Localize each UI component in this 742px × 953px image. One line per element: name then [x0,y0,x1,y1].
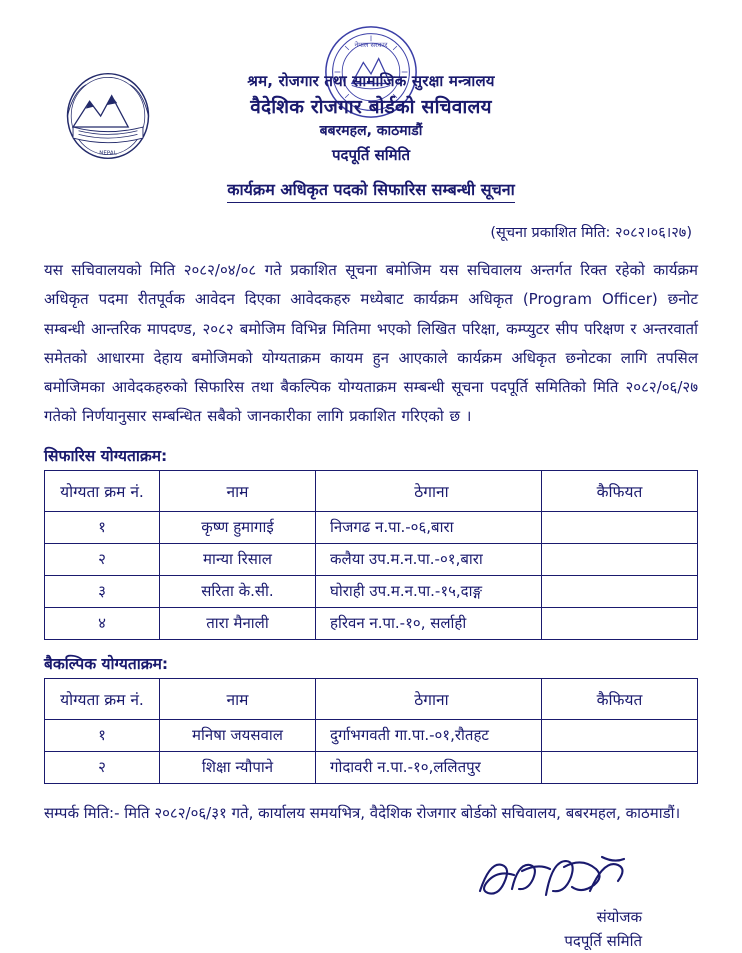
publish-date: (सूचना प्रकाशित मिति: २०८२।०६।२७) [490,225,692,241]
notice-paragraph: यस सचिवालयको मिति २०८२/०४/०८ गते प्रकाशित सूचना बमोजिम यस सचिवालय अन्तर्गत रिक्त रहेको कार्यक्रम अधिकृत पदमा रीतपूर्वक आवेदन दिएका आवेदकहरु मध्येबाट कार्यक्रम अधिकृत (Program Officer) छनोट सम्बन्धी आन्तरिक मापदण्ड, २०८२ बमोजिम विभिन्न मितिमा भएको लिखित परिक्षा, कम्प्युटर सीप परिक्षण र अन्तरवार्ता समेतको आधारमा देहाय बमोजिमको योग्यताक्रम कायम हुन आएकाले कार्यक्रम अधिकृत छनोटका लागि तपसिल बमोजिमका आवेदकहरुको सिफारिस तथा बैकल्पिक योग्यताक्रम सम्बन्धी सूचना पदपूर्ति समितिको मिति २०८२/०६/२७ गतेको निर्णयानुसार सम्बन्धित सबैको जानकारीका लागि प्रकाशित गरिएको छ । [44,261,698,426]
table-row [45,719,698,751]
alternate-candidates-table [44,678,698,784]
ministry-name: श्रम, रोजगार तथा सामाजिक सुरक्षा मन्त्रालय [247,72,495,90]
cell-address: हरिवन न.पा.-१०, सर्लाही [316,607,542,639]
table-row [45,543,698,575]
alternate-list-label: बैकल्पिक योग्यताक्रम: [44,654,169,673]
cell-address: दुर्गाभगवती गा.पा.-०१,रौतहट [316,719,542,751]
cell-address: कलैया उप.म.न.पा.-०१,बारा [316,543,542,575]
cell-name: शिक्षा न्यौपाने [159,751,315,783]
table-row [45,607,698,639]
page-title [44,178,698,200]
table-row [45,511,698,543]
cell-rank: २ [45,543,160,575]
column-header-name: नाम [159,678,315,719]
secretariat-name: वैदेशिक रोजगार बोर्डको सचिवालय [250,95,492,118]
column-header-remarks: कैफियत [541,470,697,511]
cell-remarks [541,719,697,751]
svg-text:नेपाल सरकार: नेपाल सरकार [354,41,388,50]
cell-remarks [541,575,697,607]
contact-info: सम्पर्क मिति:- मिति २०८२/०६/३१ गते, कार्यालय समयभित्र, वैदेशिक रोजगार बोर्डको सचिवालय, बबरमहल, काठमाडौं। [44,803,681,822]
cell-remarks [541,543,697,575]
table-header-row [45,470,698,511]
handwritten-signature-icon [44,853,642,903]
column-header-rank: योग्यता क्रम नं. [45,678,160,719]
cell-name: सरिता के.सी. [159,575,315,607]
cell-name: मनिषा जयसवाल [159,719,315,751]
cell-rank: १ [45,511,160,543]
column-header-address: ठेगाना [316,678,542,719]
cell-remarks [541,607,697,639]
document-footer [44,853,698,953]
table-header-row [45,678,698,719]
address-line: बबरमहल, काठमाडौं [319,123,423,139]
table-row [45,751,698,783]
cell-address: गोदावरी न.पा.-१०,ललितपुर [316,751,542,783]
header-titles [44,70,698,167]
cell-name: तारा मैनाली [159,607,315,639]
cell-remarks [541,751,697,783]
column-header-remarks: कैफियत [541,678,697,719]
signatory-designation: संयोजक [596,907,642,926]
page-title-text: कार्यक्रम अधिकृत पदको सिफारिस सम्बन्धी सूचना [227,180,515,203]
cell-address: घोराही उप.म.न.पा.-१५,दाङ्ग [316,575,542,607]
cell-rank: १ [45,719,160,751]
recommended-candidates-table [44,470,698,640]
document-header [44,18,698,168]
column-header-address: ठेगाना [316,470,542,511]
column-header-rank: योग्यता क्रम नं. [45,470,160,511]
column-header-name: नाम [159,470,315,511]
signatory-committee: पदपूर्ति समिति [564,931,642,950]
recommended-list-label: सिफारिस योग्यताक्रम: [44,446,168,465]
committee-name: पदपूर्ति समिति [331,146,411,164]
svg-text:NEPAL: NEPAL [99,150,117,157]
cell-rank: ३ [45,575,160,607]
cell-rank: ४ [45,607,160,639]
table-row [45,575,698,607]
cell-remarks [541,511,697,543]
cell-rank: २ [45,751,160,783]
cell-name: मान्या रिसाल [159,543,315,575]
cell-address: निजगढ न.पा.-०६,बारा [316,511,542,543]
cell-name: कृष्ण हुमागाई [159,511,315,543]
